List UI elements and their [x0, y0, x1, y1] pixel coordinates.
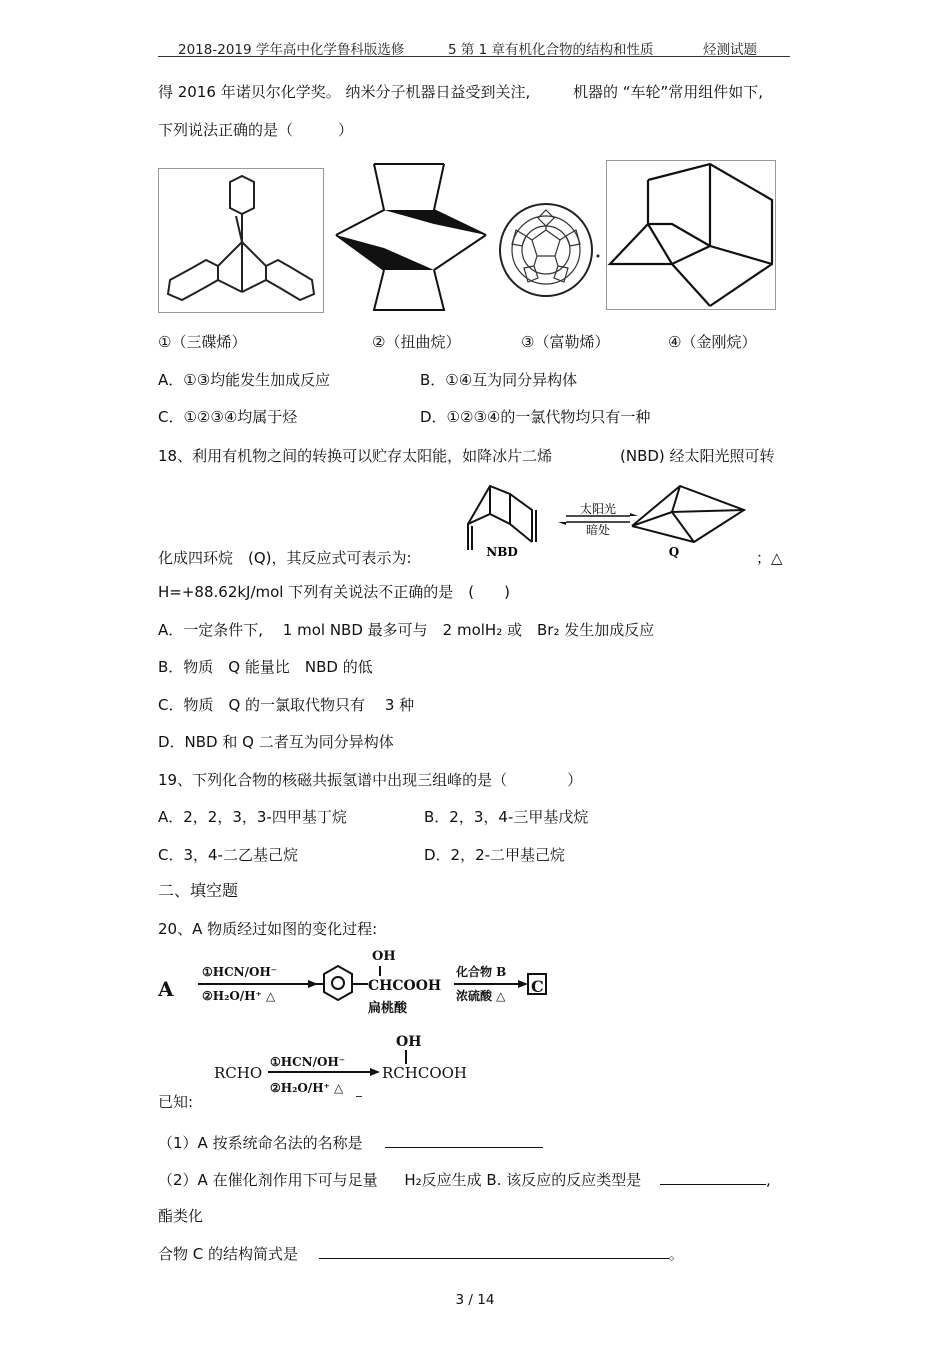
known-rchcooh: RCHCOOH: [382, 1064, 468, 1082]
q20-sub1: [158, 1131, 543, 1153]
known-rcho: RCHO: [214, 1064, 263, 1082]
q20-sub1-text: （1）A 按系统命名法的名称是: [158, 1134, 363, 1152]
known-reagent-bottom: ②H₂O/H⁺ △: [270, 1081, 344, 1095]
q17-line1a: 得 2016 年诺贝尔化学奖。 纳米分子机器日益受到关注,: [158, 83, 531, 101]
nbd-to-q-reaction: [462, 480, 752, 558]
q17-line1b: 机器的 “车轮”常用组件如下,: [573, 83, 764, 101]
adamantane-structure: [606, 160, 776, 310]
answer-blank-2[interactable]: [660, 1168, 766, 1185]
q20-stem: 20、A 物质经过如图的变化过程:: [158, 920, 378, 938]
caption-2: ②（扭曲烷）: [372, 333, 461, 351]
caption-4: ④（金刚烷）: [668, 333, 757, 351]
q20-sub2-text-a: （2）A 在催化剂作用下可与足量: [158, 1171, 378, 1189]
scheme-oh: OH: [372, 949, 396, 964]
known-tick: [356, 1096, 362, 1097]
caption-3: ③（富勒烯）: [521, 333, 610, 351]
known-reaction-scheme: [212, 1030, 482, 1096]
q18-line3: H=+88.62kJ/mol 下列有关说法不正确的是 ( ): [158, 583, 510, 601]
arrow-label-sunlight: 太阳光: [579, 502, 617, 516]
q19-option-c: C．3，4-二乙基己烷: [158, 846, 298, 864]
q19-option-a: A．2，2，3，3-四甲基丁烷: [158, 808, 347, 826]
scheme-conc-sulfuric: 浓硫酸 △: [456, 989, 506, 1003]
q20-reaction-scheme: [158, 944, 558, 1020]
known-reagent-top: ①HCN/OH⁻: [270, 1055, 346, 1069]
section-title-fill-in: 二、填空题: [158, 881, 239, 900]
fullerene-structure: [494, 200, 602, 300]
scheme-mandelic-acid-name: 扁桃酸: [368, 1001, 408, 1016]
triptycene-structure: [158, 168, 324, 313]
q20-sub2-comma: ,: [766, 1171, 771, 1189]
known-oh: OH: [396, 1034, 422, 1050]
scheme-compound-b: 化合物 B: [456, 965, 507, 979]
q17-option-c: C．①②③④均属于烃: [158, 408, 298, 426]
label-nbd: NBD: [486, 545, 518, 559]
q18-option-a: A．一定条件下, 1 mol NBD 最多可与 2 molH₂ 或 Br₂ 发生加成反应: [158, 621, 655, 639]
scheme-chcooh: CHCOOH: [368, 978, 442, 994]
scheme-a-label: A: [158, 977, 174, 1001]
page-number: 3 / 14: [455, 1292, 495, 1308]
q19-option-d: D．2，2-二甲基己烷: [424, 846, 566, 864]
q17-option-a: A．①③均能发生加成反应: [158, 371, 331, 389]
q18-line2a: 化成四环烷 (Q)，其反应式可表示为:: [158, 549, 412, 567]
header-title-1: 2018-2019 学年高中化学鲁科版选修: [178, 42, 405, 58]
header-rule: [158, 56, 790, 57]
q18-option-b: B．物质 Q 能量比 NBD 的低: [158, 658, 373, 676]
q18-option-c: C．物质 Q 的一氯取代物只有 3 种: [158, 696, 415, 714]
scheme-c-label: C: [531, 977, 544, 996]
scheme-reagent-top: ①HCN/OH⁻: [202, 965, 278, 979]
q17-line2: 下列说法正确的是（ ）: [158, 121, 354, 139]
q19-stem: 19、下列化合物的核磁共振氢谱中出现三组峰的是（ ）: [158, 771, 583, 789]
header-title-2: 5 第 1 章有机化合物的结构和性质: [448, 42, 654, 58]
q20-sub2-continued: 酯类化: [158, 1207, 204, 1225]
scheme-reagent-bottom: ②H₂O/H⁺ △: [202, 989, 276, 1003]
answer-blank-3[interactable]: [319, 1242, 669, 1259]
q18-line1a: 18、利用有机物之间的转换可以贮存太阳能，如降冰片二烯: [158, 447, 553, 465]
caption-1: ①（三碟烯）: [158, 333, 247, 351]
q20-sub3-end: 。: [668, 1245, 684, 1263]
q20-sub2-text-b: H₂反应生成 B. 该反应的反应类型是: [404, 1171, 642, 1189]
q19-option-b: B．2，3，4-三甲基戊烷: [424, 808, 589, 826]
q17-option-d: D．①②③④的一氯代物均只有一种: [420, 408, 651, 426]
answer-blank-1[interactable]: [385, 1131, 543, 1148]
arrow-label-dark: 暗处: [585, 523, 611, 537]
twistane-structure: [326, 160, 492, 315]
header-title-3: 烃测试题: [703, 42, 757, 58]
label-q: Q: [668, 545, 680, 559]
q20-sub3-text: 合物 C 的结构简式是: [158, 1245, 299, 1263]
q18-line1b: (NBD) 经太阳光照可转: [620, 447, 775, 465]
q20-sub2: [158, 1168, 771, 1190]
q17-option-b: B．①④互为同分异构体: [420, 371, 578, 389]
q20-sub3: [158, 1242, 684, 1264]
q18-line2b: ；△: [756, 549, 783, 567]
q18-option-d: D．NBD 和 Q 二者互为同分异构体: [158, 733, 394, 751]
known-label: 已知:: [158, 1093, 194, 1111]
